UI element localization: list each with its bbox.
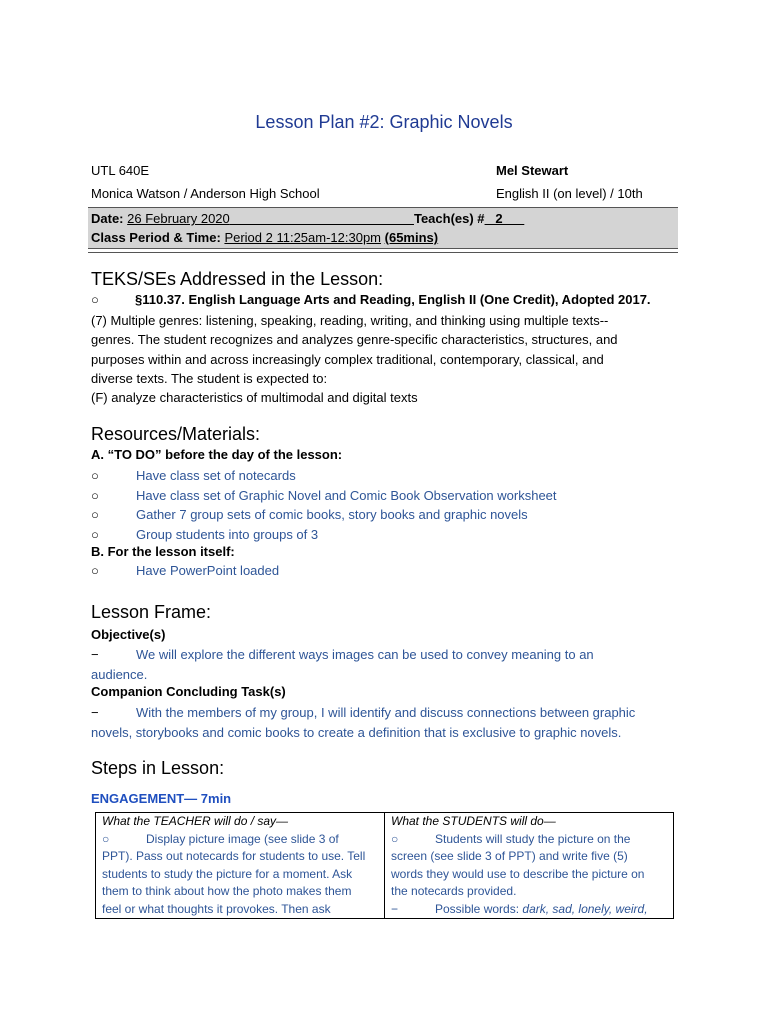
teks-heading: TEKS/SEs Addressed in the Lesson: bbox=[91, 269, 384, 289]
date-fill bbox=[230, 211, 414, 226]
todo-label: A. “TO DO” before the day of the lesson: bbox=[91, 447, 343, 462]
teacher-school: Monica Watson / Anderson High School bbox=[91, 186, 320, 201]
period-label: Class Period & Time: bbox=[91, 230, 221, 245]
todo-list bbox=[91, 466, 557, 544]
student-column: What the STUDENTS will do— ○ Students will study the picture on the screen (see slide 3 of PPT) and write five (5) words they would use to describe the picture on the notecards provided. − Possible words: dark, sad, lonely, weird, bbox=[385, 813, 674, 919]
objective-label: Objective(s) bbox=[91, 627, 166, 642]
bullet-icon: ○ bbox=[91, 526, 99, 542]
teks-line: (7) Multiple genres: listening, speaking, reading, writing, and thinking using multiple texts-- bbox=[91, 313, 609, 328]
list-item: ○ Group students into groups of 3 bbox=[91, 525, 557, 545]
teach-value: 2 bbox=[484, 211, 525, 226]
teach-label: Teach(es) # bbox=[413, 211, 485, 226]
date-row bbox=[91, 211, 524, 226]
objective-text: − We will explore the different ways images can be used to convey meaning to an audience. bbox=[91, 647, 594, 682]
bullet-icon: ○ bbox=[391, 831, 399, 846]
date-value: 26 February 2020 bbox=[127, 211, 230, 226]
period-duration: (65mins) bbox=[384, 230, 439, 245]
task-text: − With the members of my group, I will identify and discuss connections between graphic novels, storybooks and comic books to create a definition that is exclusive to graphic novels. bbox=[91, 705, 636, 740]
engagement-label: ENGAGEMENT— 7min bbox=[91, 791, 232, 806]
dash-icon: − bbox=[91, 705, 99, 720]
resources-heading: Resources/Materials: bbox=[91, 424, 261, 444]
teacher-column: What the TEACHER will do / say— ○ Display picture image (see slide 3 of PPT). Pass out notecards for students to use. Tell students to study the picture for a moment. Ask them to think about how the photo makes them feel or what thoughts it provokes. Then ask bbox=[96, 813, 385, 919]
teks-description bbox=[91, 311, 618, 407]
page-title: Lesson Plan #2: Graphic Novels bbox=[255, 112, 513, 132]
lesson-frame-heading: Lesson Frame: bbox=[91, 602, 212, 622]
class-level: English II (on level) / 10th bbox=[496, 186, 643, 201]
date-label: Date: bbox=[91, 211, 124, 226]
list-item: ○ Gather 7 group sets of comic books, story books and graphic novels bbox=[91, 505, 557, 525]
teacher-header: What the TEACHER will do / say— bbox=[102, 814, 289, 828]
teks-line: genres. The student recognizes and analyzes genre-specific characteristics, structures, and bbox=[91, 332, 618, 348]
teks-line: diverse texts. The student is expected to: bbox=[91, 370, 328, 386]
course-code: UTL 640E bbox=[91, 163, 150, 178]
engagement-table bbox=[95, 812, 674, 919]
teks-standard-row bbox=[91, 292, 651, 307]
bullet-icon: ○ bbox=[91, 507, 99, 522]
period-value: Period 2 11:25am-12:30pm bbox=[224, 230, 382, 245]
list-item: ○ Have class set of notecards bbox=[91, 466, 557, 486]
teks-line: (F) analyze characteristics of multimodal and digital texts bbox=[91, 390, 418, 406]
steps-heading: Steps in Lesson: bbox=[91, 758, 225, 778]
task-label: Companion Concluding Task(s) bbox=[91, 684, 286, 699]
teks-standard: §110.37. English Language Arts and Reading, English II (One Credit), Adopted 2017. bbox=[135, 292, 651, 307]
bullet-icon: ○ bbox=[91, 487, 99, 503]
bullet-icon: ○ bbox=[91, 292, 99, 307]
author-name: Mel Stewart bbox=[496, 163, 569, 178]
bullet-icon: ○ bbox=[91, 563, 99, 578]
dash-icon: − bbox=[391, 901, 399, 916]
bullet-icon: ○ bbox=[91, 468, 99, 483]
teks-line: purposes within and across increasingly complex traditional, contemporary, classical, and bbox=[91, 351, 604, 367]
list-item: ○ Have PowerPoint loaded bbox=[91, 563, 280, 578]
list-item: ○ Have class set of Graphic Novel and Comic Book Observation worksheet bbox=[91, 486, 557, 506]
lesson-itself-label: B. For the lesson itself: bbox=[91, 544, 235, 559]
bullet-icon: ○ bbox=[102, 831, 110, 846]
dash-icon: − bbox=[91, 647, 99, 662]
student-header: What the STUDENTS will do— bbox=[391, 814, 556, 828]
period-row bbox=[91, 230, 438, 245]
